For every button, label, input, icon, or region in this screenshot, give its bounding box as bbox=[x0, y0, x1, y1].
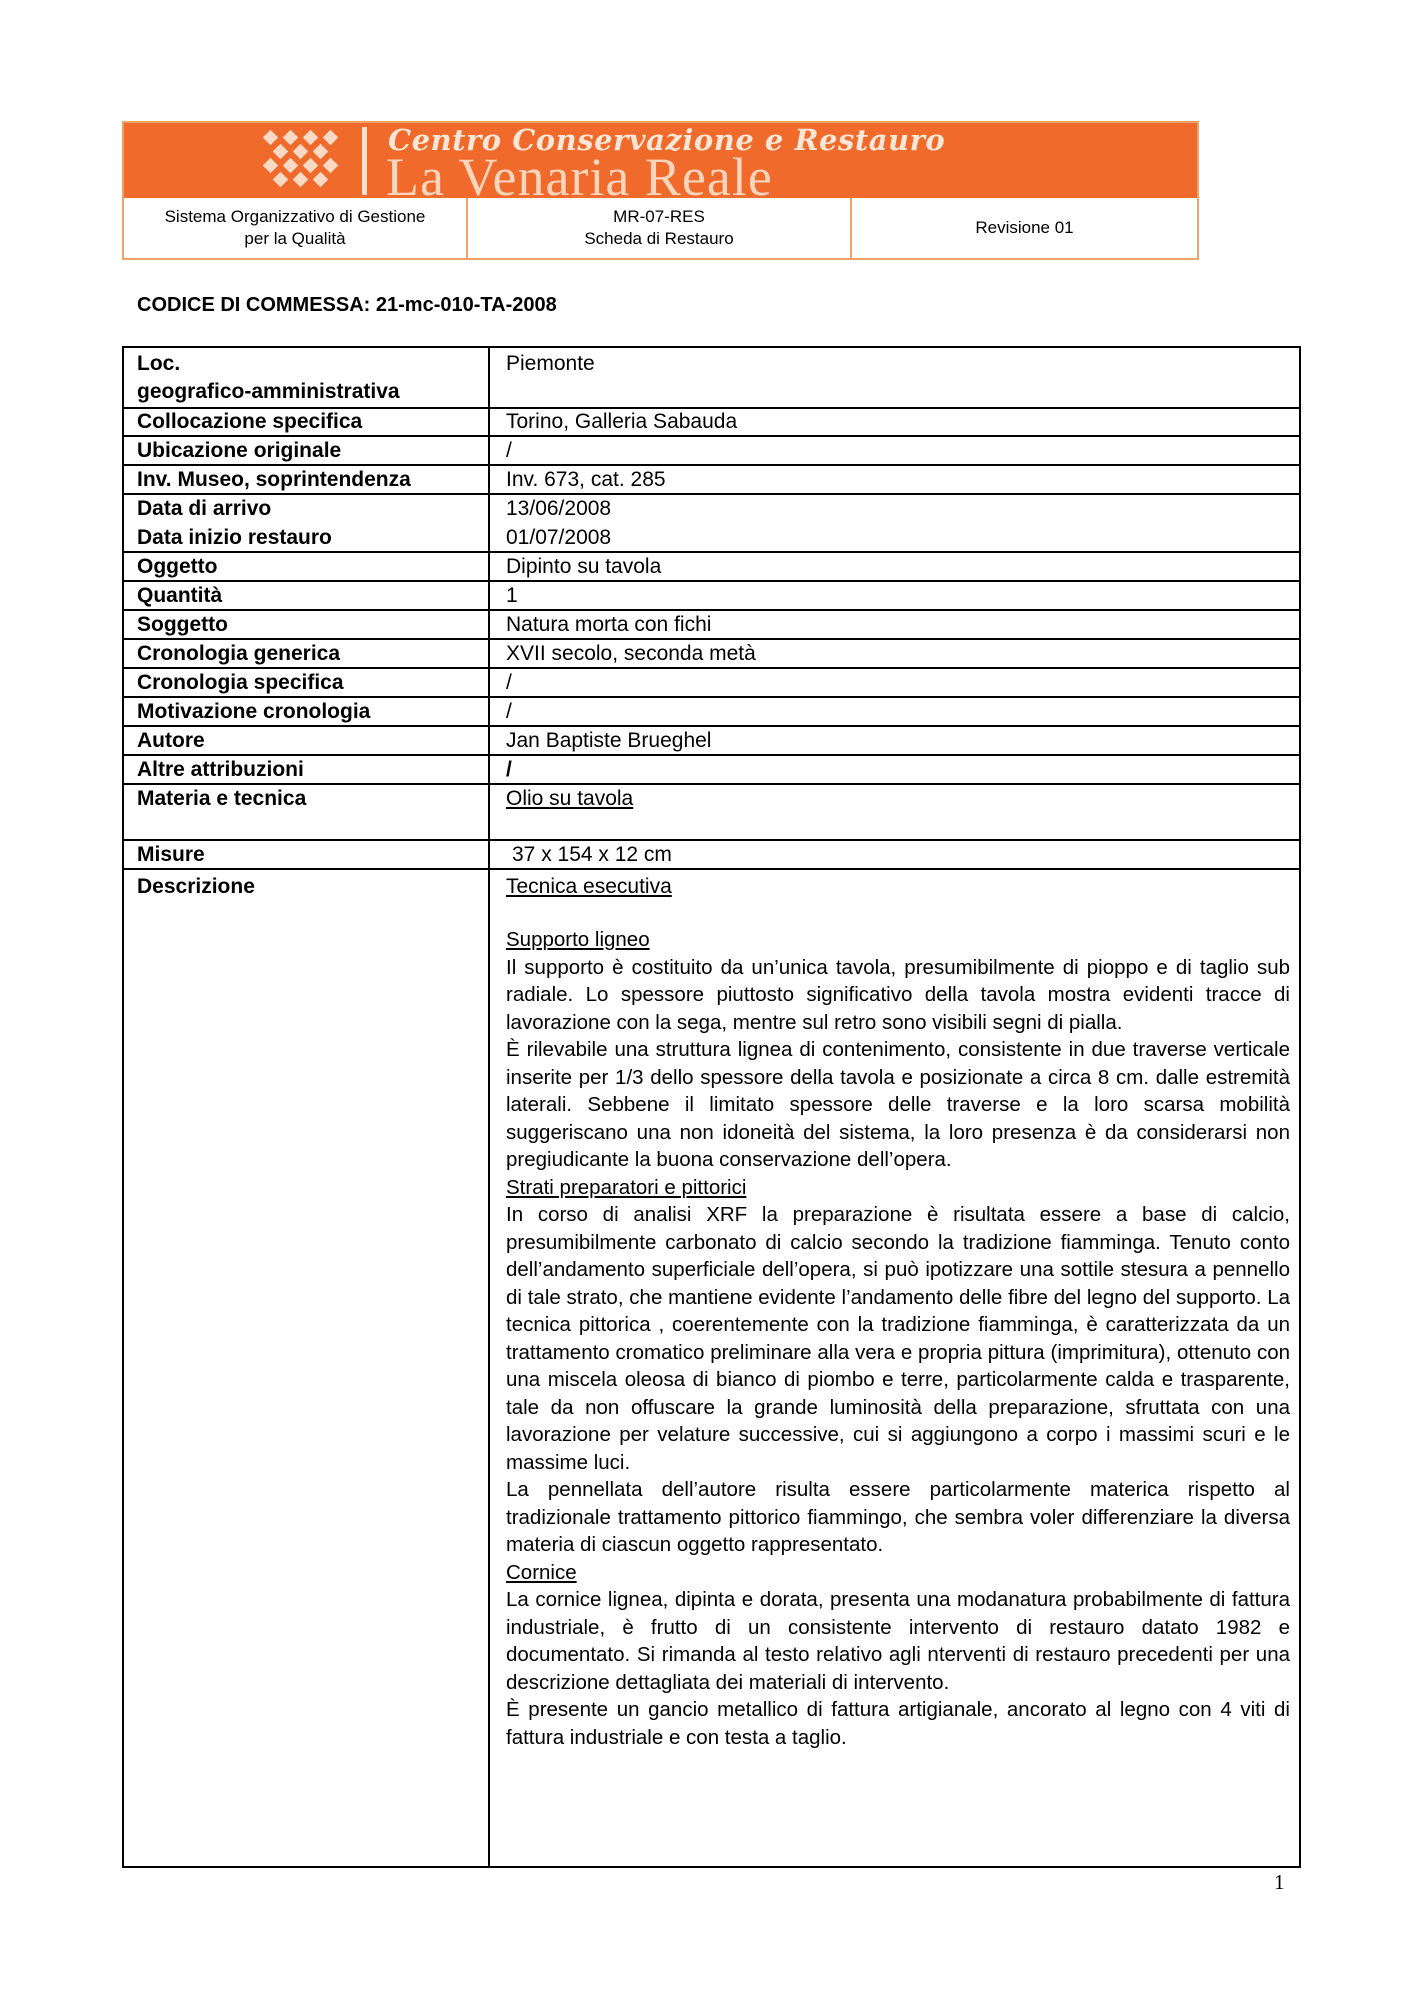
label-data-inizio: Data inizio restauro bbox=[137, 526, 332, 549]
value-altre-attribuzioni: / bbox=[506, 758, 512, 781]
logo-banner bbox=[124, 123, 1197, 198]
value-misure: 37 x 154 x 12 cm bbox=[512, 843, 672, 866]
row-divider bbox=[124, 580, 1299, 582]
quality-system-cell: Sistema Organizzativo di Gestione per la Qualità bbox=[124, 198, 468, 258]
value-soggetto: Natura morta con fichi bbox=[506, 613, 712, 636]
label-loc-line2: geografico-amministrativa bbox=[137, 380, 400, 403]
value-materia: Olio su tavola bbox=[506, 787, 634, 810]
paragraph-cornice-2: È presente un gancio metallico di fattura artigianale, ancorato al legno con 4 viti di fattura industriale e con testa a taglio. bbox=[506, 1698, 1290, 1749]
logo-divider bbox=[362, 127, 367, 195]
heading-supporto-ligneo: Supporto ligneo bbox=[506, 928, 650, 951]
label-altre-attribuzioni: Altre attribuzioni bbox=[137, 758, 304, 781]
document-header bbox=[122, 121, 1199, 260]
label-quantita: Quantità bbox=[137, 584, 223, 607]
label-loc-line1: Loc. bbox=[137, 352, 181, 375]
value-cronologia-generica: XVII secolo, seconda metà bbox=[506, 642, 756, 665]
paragraph-supporto-1: Il supporto è costituito da un’unica tavola, presumibilmente di pioppo e di taglio sub radiale. Lo spessore piuttosto significativo della tavola mostra evidenti tracce di lavorazione con la sega, mentre sul retro sono visibili segni di pialla. bbox=[506, 955, 1290, 1034]
value-oggetto: Dipinto su tavola bbox=[506, 555, 662, 578]
label-inventario: Inv. Museo, soprintendenza bbox=[137, 468, 411, 491]
logo-line-1: Centro Conservazione e Restauro bbox=[388, 123, 946, 157]
label-cronologia-specifica: Cronologia specifica bbox=[137, 671, 344, 694]
heading-cornice: Cornice bbox=[506, 1560, 577, 1584]
label-descrizione: Descrizione bbox=[137, 875, 255, 898]
value-data-arrivo: 13/06/2008 bbox=[506, 497, 612, 520]
paragraph-cornice-1: La cornice lignea, dipinta e dorata, presenta una modanatura probabilmente di fattura industriale, è frutto di un consistente intervento di restauro datato 1982 e documentato. Si rimanda al testo relativo agli nterventi di restauro precedenti per una descrizione dettagliata dei materiali di intervento. bbox=[506, 1588, 1290, 1694]
form-code-cell: MR-07-RES Scheda di Restauro bbox=[468, 198, 852, 258]
label-collocazione: Collocazione specifica bbox=[137, 410, 363, 433]
label-soggetto: Soggetto bbox=[137, 613, 228, 636]
value-loc: Piemonte bbox=[506, 352, 595, 375]
label-ubicazione: Ubicazione originale bbox=[137, 439, 342, 462]
label-cronologia-generica: Cronologia generica bbox=[137, 642, 341, 665]
row-divider bbox=[124, 839, 1299, 841]
label-oggetto: Oggetto bbox=[137, 555, 218, 578]
label-data-arrivo: Data di arrivo bbox=[137, 497, 272, 520]
paragraph-strati-1: In corso di analisi XRF la preparazione è risultata essere a base di calcio, presumibilmente carbonato di calcio secondo la tradizione fiamminga. Tenuto conto dell’andamento superficiale dell’opera, si può ipotizzare una sottile stesura a pennello di tale strato, che mantiene evidente l’andamento delle fibre del legno del supporto. La tecnica pittorica , coerentemente con la tradizione fiamminga, è caratterizzata da un trattamento cromatico preliminare alla vera e propria pittura (imprimitura), ottenuto con una miscela oleosa di bianco di piombo e terre, particolarmente calda e trasparente, tale da non offuscare la grande luminosità della preparazione, sfruttata con una lavorazione per velature successive, cui si aggiungono a corpo i massimi scuri e le massime luci. bbox=[506, 1203, 1290, 1474]
column-divider bbox=[488, 348, 490, 1866]
header-info-row bbox=[124, 198, 1197, 258]
value-autore: Jan Baptiste Brueghel bbox=[506, 729, 712, 752]
value-tecnica-esecutiva: Tecnica esecutiva bbox=[506, 875, 672, 898]
commessa-code: CODICE DI COMMESSA: 21-mc-010-TA-2008 bbox=[137, 294, 557, 316]
row-divider bbox=[124, 609, 1299, 611]
label-materia: Materia e tecnica bbox=[137, 787, 307, 810]
value-cronologia-specifica: / bbox=[506, 671, 512, 694]
restoration-record-table bbox=[122, 346, 1301, 1868]
row-divider bbox=[124, 868, 1299, 870]
value-motivazione: / bbox=[506, 700, 512, 723]
value-data-inizio: 01/07/2008 bbox=[506, 526, 612, 549]
value-inventario: Inv. 673, cat. 285 bbox=[506, 468, 666, 491]
page-number: 1 bbox=[1274, 1870, 1285, 1894]
label-misure: Misure bbox=[137, 843, 205, 866]
value-collocazione: Torino, Galleria Sabauda bbox=[506, 410, 738, 433]
description-body bbox=[506, 926, 1290, 1751]
label-autore: Autore bbox=[137, 729, 205, 752]
value-ubicazione: / bbox=[506, 439, 512, 462]
paragraph-strati-2: La pennellata dell’autore risulta essere particolarmente materica rispetto al tradizionale trattamento pittorico fiammingo, che sembra voler differenziare la diversa materia di ciascun oggetto rappresentato. bbox=[506, 1478, 1290, 1556]
heading-strati: Strati preparatori e pittorici bbox=[506, 1175, 747, 1199]
logo-diamonds-icon bbox=[259, 128, 349, 194]
paragraph-supporto-2: È rilevabile una struttura lignea di contenimento, consistente in due traverse verticale inserite per 1/3 dello spessore della tavola e posizionate a circa 8 cm. dalle estremità laterali. Sebbene il limitato spessore delle traverse e la loro scarsa mobilità suggeriscano una non idoneità del sistema, la loro presenza è da considerarsi non pregiudicante la buona conservazione dell’opera. bbox=[506, 1038, 1290, 1171]
value-quantita: 1 bbox=[506, 584, 518, 607]
revision-cell: Revisione 01 bbox=[975, 218, 1074, 237]
logo-line-2: La Venaria Reale bbox=[386, 147, 773, 198]
label-motivazione: Motivazione cronologia bbox=[137, 700, 371, 723]
